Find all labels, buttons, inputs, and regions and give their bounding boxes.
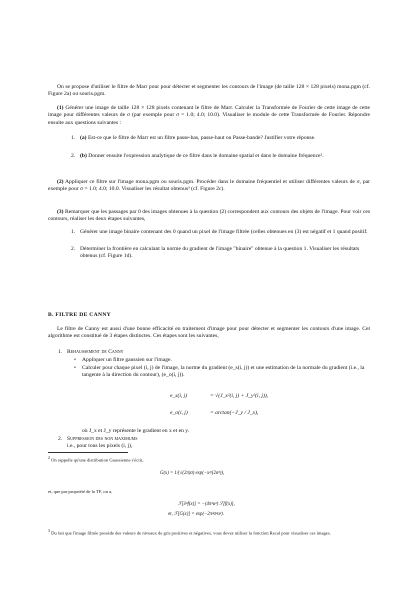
footnote-text: Du fait que l'image filtrée possède des valeurs de niveaux de gris positives et négatives, vous devez utiliser la fonction Recal pour visualiser ces images. bbox=[51, 530, 331, 536]
intro-paragraph: On se propose d'utiliser le filtre de Marr pour pour détecter et segmenter les contours de l'image (de taille 128 × 128 pixels) mona.pgm (cf. Figure 2a) ou souris.pgm. bbox=[48, 84, 370, 98]
footnote-mark: 3 bbox=[48, 529, 50, 533]
footnote-rule bbox=[48, 452, 128, 453]
bullet-icon: • bbox=[74, 357, 76, 363]
bullet-text: Calculer pour chaque pixel (i, j) de l'image, la norme du gradient (e_s(i, j)) et une estimation de la normale du gradient (i.e., la tangente à la direction du contour), (e_o(i, j)). bbox=[82, 365, 365, 379]
item-text: Donner ensuite l'expression analytique de ce filtre dans le domaine spatial et dans le domaine fréquence². bbox=[88, 153, 324, 159]
item-number: 2. bbox=[71, 153, 76, 159]
step-1 bbox=[58, 349, 357, 356]
footnote-2-continued: et, que par propriété de la TF, on a, bbox=[48, 489, 113, 494]
equation-eo-lhs: e_o(i, j) bbox=[170, 410, 188, 416]
item-number: 2. bbox=[71, 246, 76, 252]
gaussian-formula: G(x) = 1/(√(2π)σ) exp(−x²/(2σ²)), bbox=[160, 471, 225, 476]
question-1-item-a bbox=[71, 135, 370, 142]
question-3-text: Remarquer que les passages par 0 des images obtenues à la question (2) correspondent aux contours des objets de l'image. Pour voir ces contours, réaliser les deux étapes suivantes, bbox=[48, 209, 370, 223]
gradient-note: où J_x et J_y représente le gradient en x et en y. bbox=[82, 428, 190, 434]
footnote-mark: 2 bbox=[48, 456, 50, 460]
question-2 bbox=[48, 179, 370, 194]
item-number: 1. bbox=[71, 135, 76, 141]
question-2-text: Appliquer ce filtre sur l'image mona.pgm ou souris.pgm. Procéder dans le domaine fréquentiel et utiliser différentes valeurs de σ, par exemple pour σ = 1.0; 4.0; 10.0. Visualiser les résultat obtenus³ (cf. Figure 2c). bbox=[48, 179, 370, 193]
item-text: Est-ce que le filtre de Marr est un filtre passe-bas, passe-haut ou Passe-bande? Justifier votre réponse. bbox=[87, 135, 316, 141]
step-number: 1. bbox=[58, 349, 63, 355]
step-title: Rehaussement de Canny bbox=[67, 349, 124, 355]
bullet-text: Appliquer un filtre gaussien sur l'image. bbox=[82, 357, 172, 363]
equation-eo-rhs: = arctan(−J_y / J_x), bbox=[210, 410, 259, 416]
question-1-text: Générer une image de taille 128 × 128 pixels contenant le filtre de Marr. Calculer la Transformée de Fourier de cette image de cette image pour différentes valeurs de σ (par exemple pour σ = 1.0; 4.0; 10.0). Visualiser le module de cette Transformée de Fourier. Répondre ensuite aux questions suivantes : bbox=[48, 105, 370, 126]
question-3-label: (3) bbox=[57, 209, 64, 215]
item-text: Déterminer la frontière en calculant la norme du gradient de l'image "binaire" obtenue à la question 1. Visualiser les résultats obtenus (cf. Figure 1d). bbox=[80, 246, 360, 260]
item-text: Générer une image binaire contenant des 0 quand un pixel de l'image filtrée (celles obtenues en (3) est négatif et 1 quand positif. bbox=[80, 229, 368, 235]
item-tag: (a) bbox=[80, 135, 87, 141]
step-number: 2. bbox=[58, 436, 63, 442]
bullet-icon: • bbox=[74, 365, 76, 371]
section-title: B. FILTRE DE CANNY bbox=[48, 312, 112, 318]
question-1-label: (1) bbox=[57, 105, 64, 111]
equation-es-lhs: e_s(i, j) bbox=[170, 393, 188, 399]
item-number: 1. bbox=[71, 229, 76, 235]
step-title: Suppression des non maximums bbox=[67, 436, 138, 442]
question-3-item-1 bbox=[71, 229, 370, 236]
question-1 bbox=[48, 105, 370, 127]
fourier-formula-1: ℱ[∂ⁿf(x)] = −(4π²u²) ℱ[f(x)], bbox=[178, 502, 235, 507]
question-1-item-b bbox=[71, 153, 370, 160]
item-tag: (b) bbox=[80, 153, 87, 159]
footnote-2 bbox=[48, 455, 370, 464]
footnote-3 bbox=[48, 528, 370, 537]
equation-es-rhs: = √(J_x²(i, j) + J_y²(i, j)), bbox=[210, 393, 269, 399]
question-2-label: (2) bbox=[57, 179, 64, 185]
step-1-bullet-1 bbox=[74, 357, 372, 364]
fourier-formula-2: et, ℱ[G(x)] = exp(−2π²σ²u²). bbox=[168, 512, 224, 517]
canny-intro: Le filtre de Canny est aussi d'une bonne efficacité en traitement d'image pour pour détecter et segmenter les contours d'une image. Cet algorithme est constitué de 3 étapes distinctes. Ces étapes sont les suivantes, bbox=[48, 326, 370, 340]
question-3-item-2 bbox=[71, 246, 370, 261]
footnote-text: On rappelle qu'une distribution Gaussienne s'écrit, bbox=[51, 457, 144, 463]
question-3 bbox=[48, 209, 370, 224]
step-1-bullet-2 bbox=[74, 365, 372, 380]
step-2-sub: i.e., pour tous les pixels (i, j), bbox=[67, 443, 133, 449]
